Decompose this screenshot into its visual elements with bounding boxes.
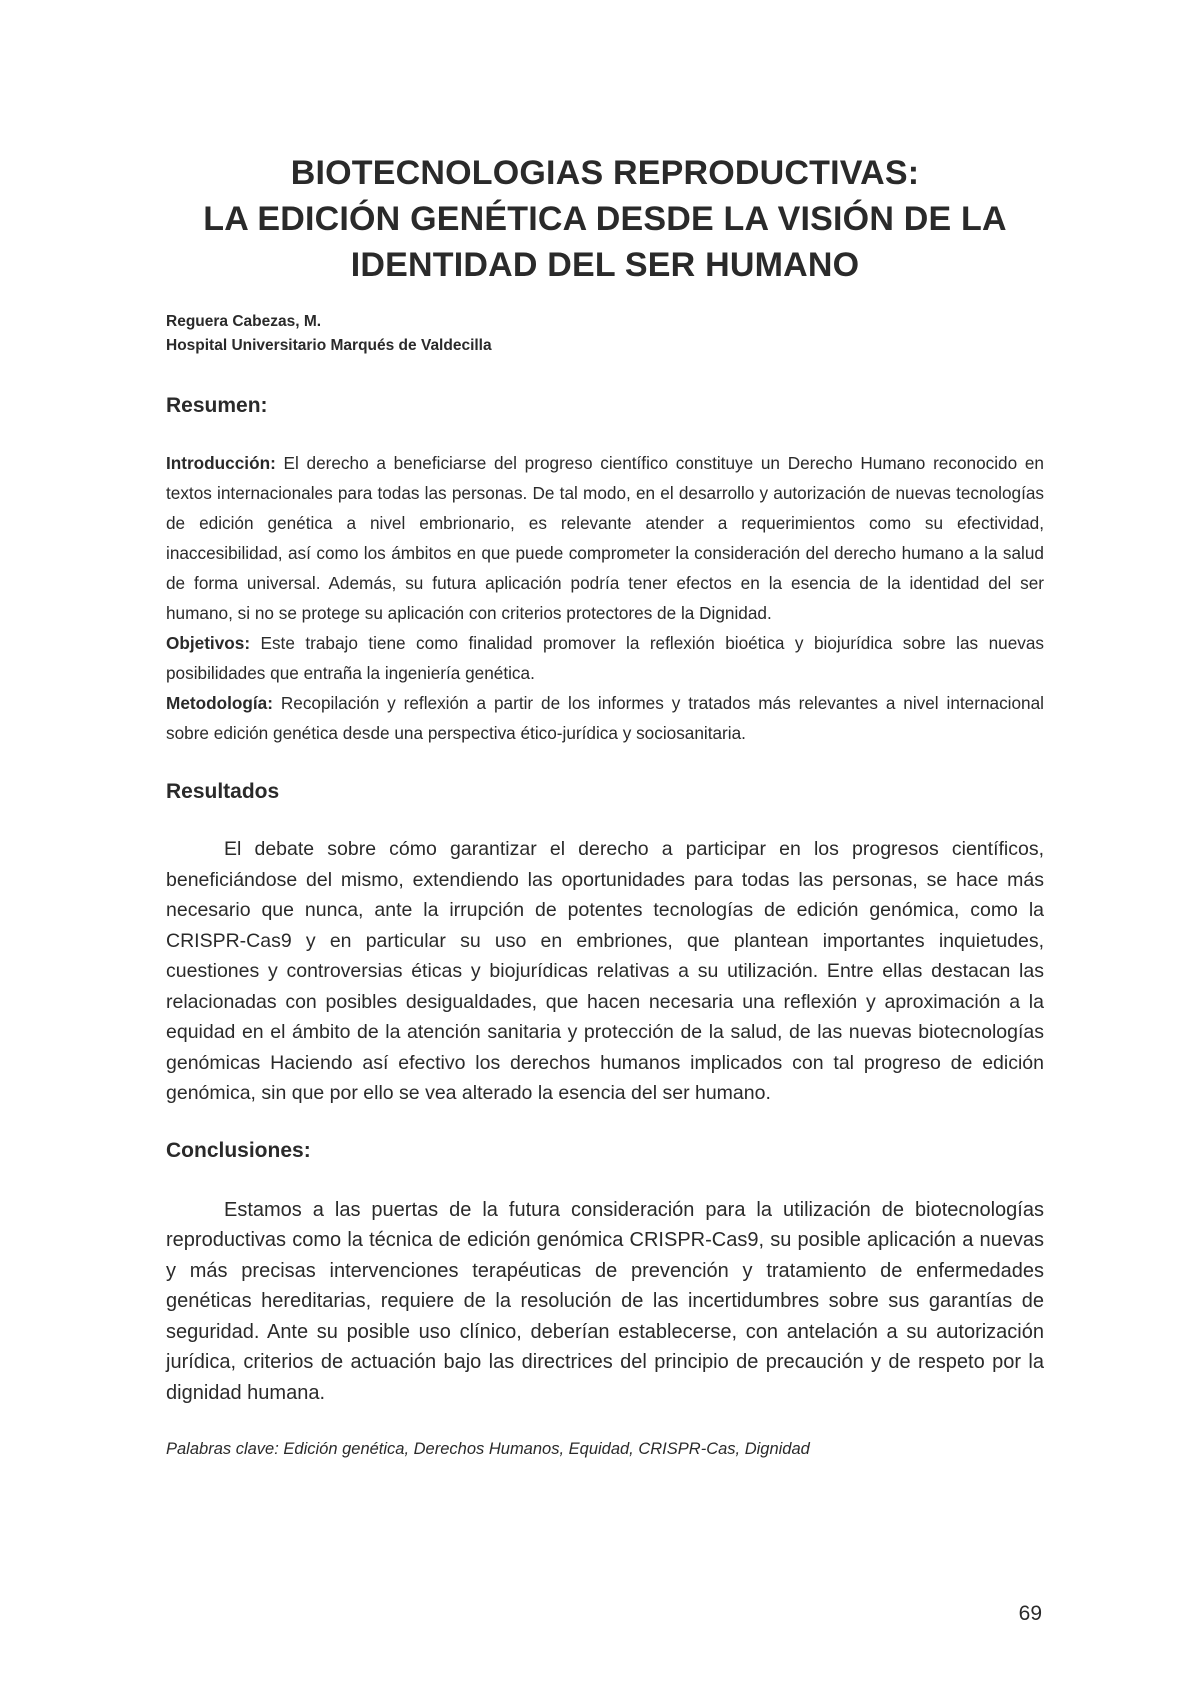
page-number: 69: [1018, 1602, 1042, 1625]
resultados-text: El debate sobre cómo garantizar el derecho a participar en los progresos científicos, beneficiándose del mismo, extendiendo las oportunidades para todas las personas, se hace más necesario que nunca, ante la irrupción de potentes tecnologías de edición genómica, como la CRISPR-Cas9 y en particular su uso en embriones, que plantean importantes inquietudes, cuestiones y controversias éticas y biojurídicas relativas a su utilización. Entre ellas destacan las relacionadas con posibles desigualdades, que hacen necesaria una reflexión y aproximación a la equidad en el ámbito de la atención sanitaria y protección de la salud, de las nuevas biotecnologías genómicas Haciendo así efectivo los derechos humanos implicados con tal progreso de edición genómica, sin que por ello se vea alterado la esencia del ser humano.: [166, 838, 1044, 1104]
resultados-heading: Resultados: [166, 780, 280, 803]
introduccion-label: Introducción:: [166, 453, 276, 473]
objetivos-label: Objetivos:: [166, 633, 251, 653]
objetivos-text: Este trabajo tiene como finalidad promover la reflexión bioética y biojurídica sobre las nuevas posibilidades que entraña la ingeniería genética.: [166, 633, 1044, 683]
document-title: [166, 150, 1044, 288]
objetivos-paragraph: [166, 628, 1044, 688]
metodologia-label: Metodología:: [166, 693, 273, 713]
author-affiliation: Hospital Universitario Marqués de Valdecilla: [166, 337, 492, 354]
metodologia-paragraph: [166, 688, 1044, 748]
conclusiones-text: Estamos a las puertas de la futura consideración para la utilización de biotecnologías reproductivas como la técnica de edición genómica CRISPR-Cas9, su posible aplicación a nuevas y más precisas intervenciones terapéuticas de prevención y tratamiento de enfermedades genéticas hereditarias, requiere de la resolución de las incertidumbres sobre sus garantías de seguridad. Ante su posible uso clínico, deberían establecerse, con antelación a su autorización jurídica, criterios de actuación bajo las directrices del principio de precaución y de respeto por la dignidad humana.: [166, 1198, 1044, 1404]
author-name: Reguera Cabezas, M.: [166, 313, 322, 330]
title-line-3: IDENTIDAD DEL SER HUMANO: [350, 246, 860, 284]
metodologia-text: Recopilación y reflexión a partir de los informes y tratados más relevantes a nivel internacional sobre edición genética desde una perspectiva ético-jurídica y sociosanitaria.: [166, 693, 1044, 743]
abstract-block: [166, 448, 1044, 748]
keywords-line: Palabras clave: Edición genética, Derechos Humanos, Equidad, CRISPR-Cas, Dignidad: [166, 1440, 810, 1458]
document-page: [166, 150, 1044, 1476]
title-line-2: LA EDICIÓN GENÉTICA DESDE LA VISIÓN DE LA: [203, 200, 1007, 238]
resumen-heading: Resumen:: [166, 394, 268, 417]
title-line-1: BIOTECNOLOGIAS REPRODUCTIVAS:: [290, 154, 920, 192]
introduccion-text: El derecho a beneficiarse del progreso científico constituye un Derecho Humano reconocido en textos internacionales para todas las personas. De tal modo, en el desarrollo y autorización de nuevas tecnologías de edición genética a nivel embrionario, es relevante atender a requerimientos como su efectividad, inaccesibilidad, así como los ámbitos en que puede comprometer la consideración del derecho humano a la salud de forma universal. Además, su futura aplicación podría tener efectos en la esencia de la identidad del ser humano, si no se protege su aplicación con criterios protectores de la Dignidad.: [166, 453, 1044, 623]
conclusiones-heading: Conclusiones:: [166, 1138, 311, 1162]
introduccion-paragraph: [166, 448, 1044, 628]
